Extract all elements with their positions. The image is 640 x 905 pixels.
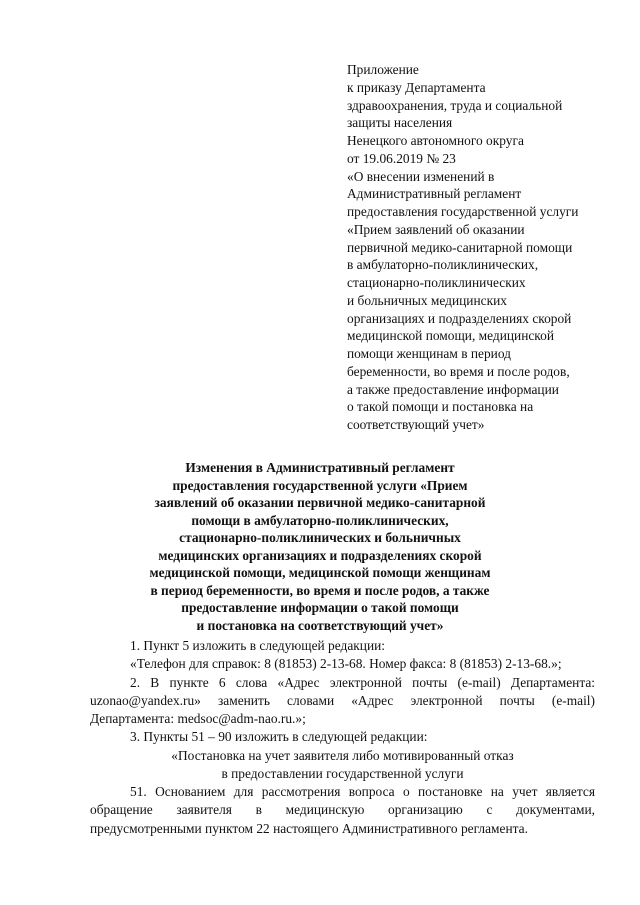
item-1: 1. Пункт 5 изложить в следующей редакции: <box>130 638 386 653</box>
title-line: помощи в амбулаторно-поликлинических, <box>191 512 449 528</box>
amendments-body <box>90 637 595 783</box>
item-1-text: «Телефон для справок: 8 (81853) 2-13-68. Номер факса: 8 (81853) 2-13-68.»; <box>130 656 562 672</box>
appendix-line: помощи женщинам в период <box>347 346 511 361</box>
title-line: медицинской помощи, медицинской помощи женщинам <box>149 565 491 580</box>
title-line: в период беременности, во время и после родов, а также <box>150 582 490 598</box>
appendix-header <box>347 61 617 434</box>
title-line: стационарно-поликлинических и больничных <box>179 530 461 545</box>
para-51-line: обращение заявителя в медицинскую организацию с документами, <box>90 802 595 818</box>
subheading-line: в предоставлении государственной услуги <box>221 766 464 782</box>
title-line: заявлений об оказании первичной медико-санитарной <box>154 495 486 510</box>
item-3: 3. Пункты 51 – 90 изложить в следующей редакции: <box>130 729 428 745</box>
document-title <box>120 459 520 634</box>
appendix-line: «Прием заявлений об оказании <box>347 221 525 237</box>
title-line: предоставление информации о такой помощи <box>181 600 459 615</box>
title-line: Изменения в Административный регламент <box>185 460 455 475</box>
appendix-line: о такой помощи и постановка на <box>347 399 534 415</box>
para-51-line: предусмотренными пунктом 22 настоящего Административного регламента. <box>90 820 528 836</box>
item-2-line: uzonao@yandex.ru» заменить словами «Адрес электронной почты (e-mail) <box>90 692 595 708</box>
appendix-line: а также предоставление информации <box>347 381 559 397</box>
title-line: и постановка на соответствующий учет» <box>196 617 444 633</box>
appendix-line: Приложение <box>347 62 419 77</box>
appendix-line: Ненецкого автономного округа <box>347 133 524 148</box>
appendix-line: медицинской помощи, медицинской <box>347 328 554 344</box>
appendix-line: здравоохранения, труда и социальной <box>347 97 563 113</box>
appendix-line: организациях и подразделениях скорой <box>347 310 572 326</box>
appendix-line: и больничных медицинских <box>347 292 507 308</box>
title-line: предоставления государственной услуги «Прием <box>172 477 468 493</box>
item-2-line: 2. В пункте 6 слова «Адрес электронной почты (e-mail) Департамента: <box>130 674 595 690</box>
appendix-line: от 19.06.2019 № 23 <box>347 150 456 166</box>
appendix-line: к приказу Департамента <box>347 79 486 95</box>
paragraph-51 <box>90 783 595 838</box>
appendix-line: первичной медико-санитарной помощи <box>347 239 573 255</box>
appendix-line: защиты населения <box>347 115 453 131</box>
appendix-line: предоставления государственной услуги <box>347 204 579 219</box>
appendix-line: беременности, во время и после родов, <box>347 363 570 379</box>
appendix-line: соответствующий учет» <box>347 417 485 432</box>
para-51-line: 51. Основанием для рассмотрения вопроса о постановке на учет является <box>130 784 595 799</box>
appendix-line: стационарно-поликлинических <box>347 275 526 290</box>
subheading-line: «Постановка на учет заявителя либо мотивированный отказ <box>171 747 514 763</box>
appendix-line: Административный регламент <box>347 186 522 202</box>
item-2-line: Департамента: medsoc@adm-nao.ru.»; <box>90 711 306 727</box>
appendix-line: в амбулаторно-поликлинических, <box>347 257 539 273</box>
title-line: медицинских организациях и подразделениях скорой <box>158 547 482 563</box>
appendix-line: «О внесении изменений в <box>347 168 495 184</box>
